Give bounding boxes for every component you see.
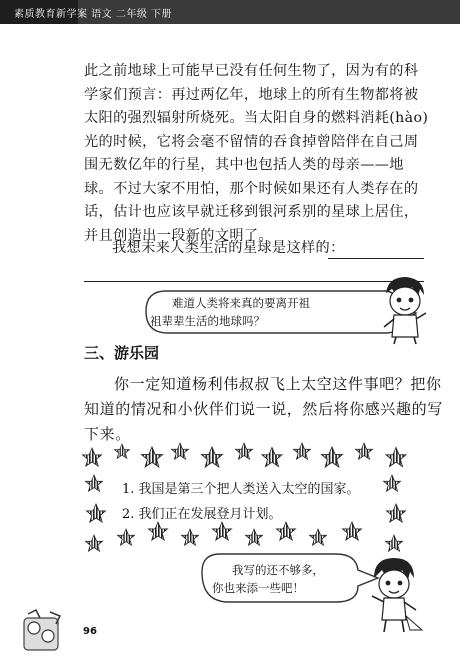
bubble-line: 祖辈辈生活的地球吗？: [150, 314, 265, 328]
text-line: 球。不过大家不用怕，那个时候如果还有人类存在的: [84, 180, 419, 197]
text-line: 光的时候，它将会毫不留情的吞食掉曾陪伴在自己周: [84, 133, 419, 150]
girl-illustration-icon: [364, 556, 424, 634]
section-title: 三、游乐园: [84, 344, 160, 362]
bubble-2-text: [212, 561, 324, 597]
text-line: 学家们预言：再过两亿年，地球上的所有生物都将被: [84, 86, 419, 103]
bubble-line: 我写的还不够多，: [232, 563, 324, 577]
bubble-line: 难道人类将来真的要离开祖: [172, 296, 310, 310]
text-line: 太阳的强烈辐射所烧死。当太阳自身的燃料消耗(hào): [84, 110, 429, 126]
text-line: 此之前地球上可能早已没有任何生物了，因为有的科: [84, 63, 419, 79]
text-line: 下来。: [84, 425, 131, 443]
text-line: 围无数亿年的行星，其中也包括人类的母亲——地: [84, 157, 404, 173]
header-title: 素质教育新学案 语文 二年级 下册: [14, 9, 173, 20]
list-item: 2. 我们正在发展登月计划。: [122, 507, 282, 522]
text-line: 你一定知道杨利伟叔叔飞上太空这件事吧？把你: [114, 375, 442, 393]
text-line: 话，估计也应该早就迁移到银河系别的星球上居住，: [84, 204, 419, 220]
bubble-line: 你也来添一些吧！: [212, 581, 304, 595]
text-line: 并且创造出一段新的文明了。: [84, 227, 273, 244]
text-line: 知道的情况和小伙伴们说一说，然后将你感兴趣的写: [84, 400, 443, 418]
corner-decoration-icon: [20, 608, 68, 654]
page-number: 96: [83, 626, 97, 637]
prompt-text: 我想未来人类生活的星球是这样的：: [112, 240, 345, 256]
list-item: 1. 我国是第三个把人类送入太空的国家。: [122, 482, 360, 497]
